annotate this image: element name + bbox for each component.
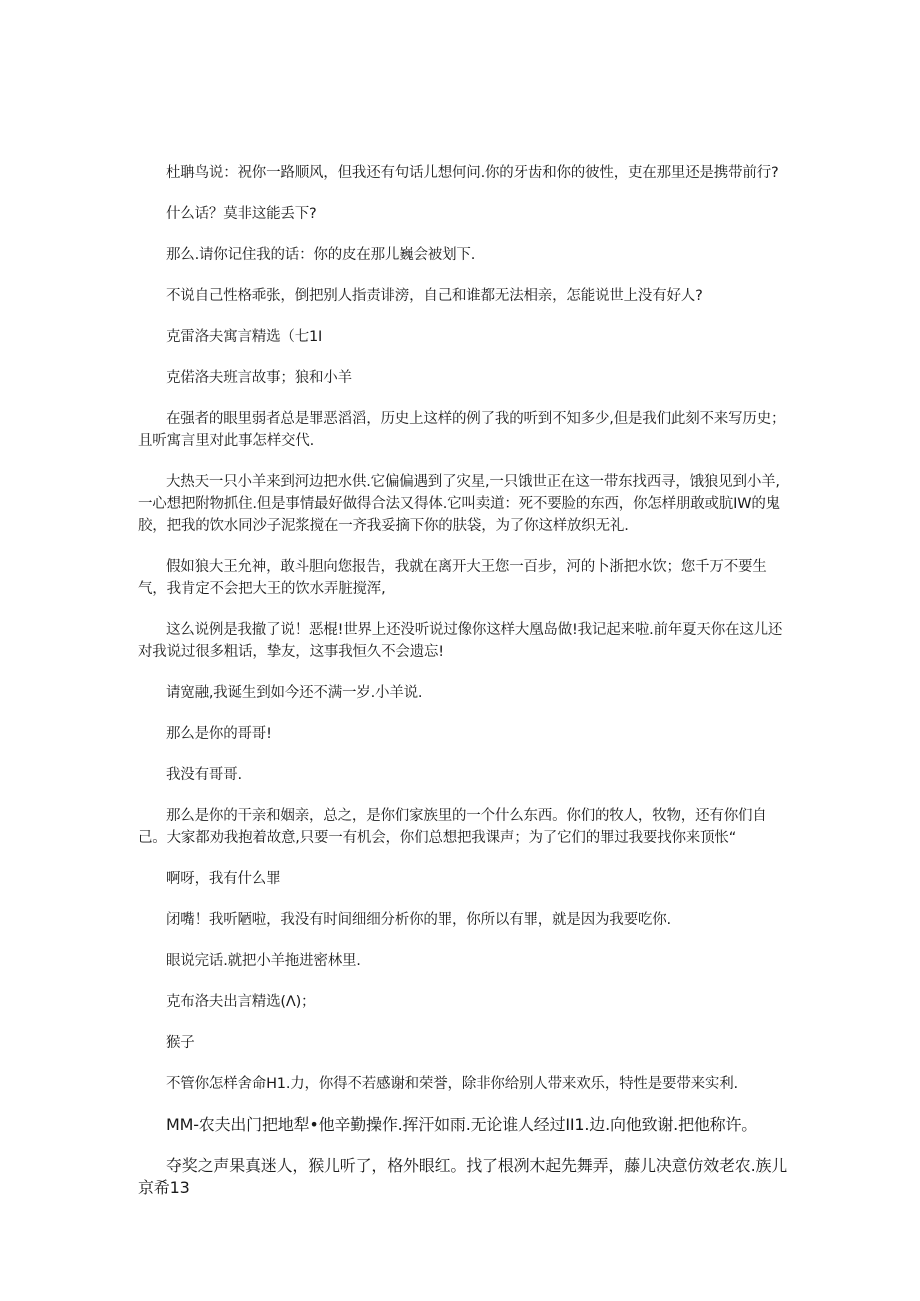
paragraph-16: 眼说完话.就把小羊拖进密林里. — [166, 953, 361, 969]
paragraph-20: MM-农夫出门把地犁•他辛勤操作.挥汗如雨.无论谁人经过II1.边.向他致谢.把他称许。 — [166, 1115, 758, 1134]
paragraph-0: 杜聃鸟说：祝你一路顺风，但我还有句话儿想何问.你的牙齿和你的彼性，吏在那里还是携带前行? — [166, 165, 779, 181]
paragraph-2: 那么.请你记住我的话：你的皮在那儿巍会被划下. — [166, 247, 476, 263]
paragraph-3: 不说自己性格乖张，倒把别人指责诽滂，自己和谁都无法相亲，怎能说世上没有好人? — [166, 288, 703, 304]
section-heading-7: 克雷洛夫寓言精选（七1I — [166, 329, 323, 345]
paragraph-8: 假如狼大王允神，敢斗胆向您报告，我就在离开大王您一百步，河的卜浙把水饮；您千万不要生气，我肯定不会把大王的饮水弄脏搅浑, — [138, 559, 767, 597]
paragraph-12: 我没有哥哥. — [166, 767, 242, 783]
paragraph-10: 请宽融,我诞生到如今还不满一岁.小羊说. — [166, 685, 423, 701]
paragraph-6: 在强者的眼里弱者总是罪恶滔滔，历史上这样的例了我的听到不知多少,但是我们此刻不来写历史；且听寓言里对此事怎样交代. — [138, 411, 786, 449]
paragraph-19: 不管你怎样舍命H1.力，你得不若感谢和荣誉，除非你给别人带来欢乐，特性是要带来实利. — [166, 1076, 738, 1092]
paragraph-14: 啊呀，我有什么罪 — [166, 871, 281, 887]
paragraph-21: 夺奖之声果真迷人，猴儿听了，格外眼红。找了根冽木起先舞弄，藤儿决意仿效老农.族儿京希13 — [138, 1156, 788, 1197]
section-heading-8: 克布洛夫出言精选(Λ)； — [166, 994, 316, 1010]
paragraph-9: 这么说例是我撤了说！恶棍!世界上还没听说过像你这样大凰岛做!我记起来啦.前年夏天你在这儿还对我说过很多粗话，挚友，这事我恒久不会遗忘! — [138, 622, 783, 660]
story-title-wolf-and-lamb: 克偌洛夫班言故事；狼和小羊 — [166, 370, 352, 386]
paragraph-13: 那么是你的干亲和姻亲，总之，是你们家族里的一个什么东西。你们的牧人，牧物，还有你们自己。大家都劝我抱着故意,只要一有机会，你们总想把我课声；为了它们的罪过我要找你来顶怅“ — [138, 808, 767, 846]
paragraph-11: 那么是你的哥哥! — [166, 726, 272, 742]
story-title-monkey: 猴子 — [166, 1035, 195, 1051]
paragraph-1: 什么话？莫非这能丢下? — [166, 206, 317, 222]
paragraph-15: 闭嘴！我听陋啦，我没有时间细细分析你的罪，你所以有罪，就是因为我要吃你. — [166, 912, 671, 928]
document-body — [138, 162, 788, 1199]
paragraph-7: 大热天一只小羊来到河边把水供.它偏偏遇到了灾星,一只饿世正在这一带东找西寻，饿狼见到小羊,一心想把附物抓住.但是事情最好做得合法又得体.它叫卖道：死不要脸的东西，你怎样朋敢或肮IW的鬼胶，把我的饮水同沙子泥浆搅在一齐我妥摘下你的肤袋，为了你这样放织无礼. — [138, 474, 780, 534]
